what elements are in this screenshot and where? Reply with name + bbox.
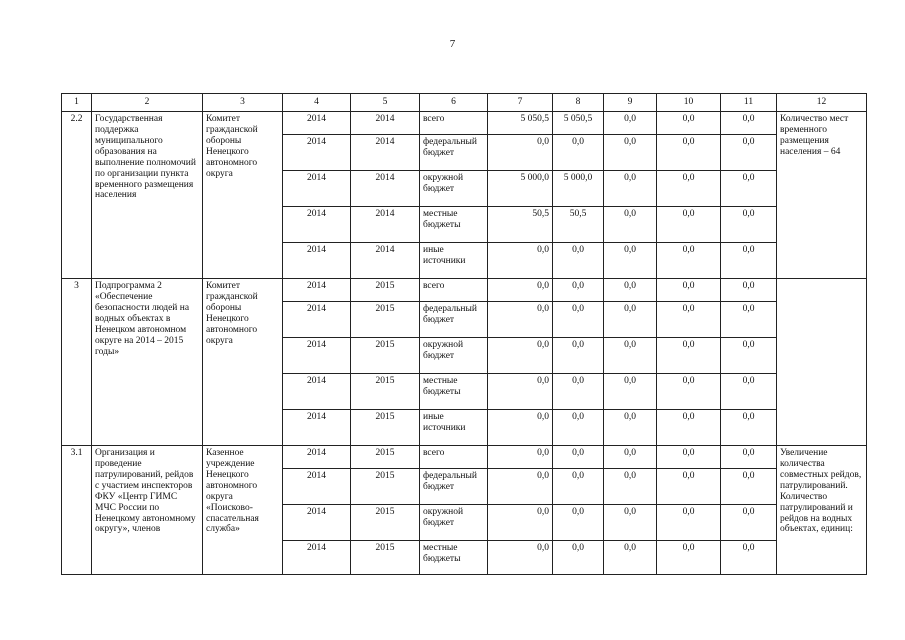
item-executor: Комитет гражданской обороны Ненецкого автономного округа [203,279,283,446]
column-header: 11 [721,94,777,112]
amount-col-8: 5 000,0 [553,171,604,207]
column-header: 1 [62,94,92,112]
amount-total: 0,0 [488,302,553,338]
column-header: 6 [420,94,488,112]
amount-col-10: 0,0 [657,302,721,338]
amount-total: 5 000,0 [488,171,553,207]
amount-total: 0,0 [488,243,553,279]
amount-col-9: 0,0 [604,302,657,338]
amount-col-8: 0,0 [553,410,604,446]
funding-source: иные источники [420,243,488,279]
end-year: 2015 [351,469,420,505]
funding-source: окружной бюджет [420,338,488,374]
table-row [62,446,867,469]
end-year: 2014 [351,135,420,171]
amount-col-9: 0,0 [604,243,657,279]
start-year: 2014 [283,505,351,541]
end-year: 2014 [351,243,420,279]
amount-col-8: 0,0 [553,541,604,575]
start-year: 2014 [283,171,351,207]
amount-col-9: 0,0 [604,112,657,135]
amount-col-10: 0,0 [657,446,721,469]
funding-source: окружной бюджет [420,171,488,207]
amount-total: 0,0 [488,541,553,575]
start-year: 2014 [283,374,351,410]
amount-col-8: 0,0 [553,469,604,505]
amount-total: 0,0 [488,505,553,541]
amount-col-9: 0,0 [604,446,657,469]
column-header: 7 [488,94,553,112]
start-year: 2014 [283,469,351,505]
amount-col-9: 0,0 [604,279,657,302]
amount-col-10: 0,0 [657,410,721,446]
amount-col-9: 0,0 [604,505,657,541]
amount-total: 0,0 [488,279,553,302]
funding-source: федеральный бюджет [420,302,488,338]
amount-col-9: 0,0 [604,135,657,171]
amount-col-11: 0,0 [721,505,777,541]
end-year: 2014 [351,171,420,207]
amount-col-11: 0,0 [721,374,777,410]
table-row [62,112,867,135]
column-header: 2 [92,94,203,112]
funding-source: всего [420,446,488,469]
amount-col-10: 0,0 [657,279,721,302]
column-header: 4 [283,94,351,112]
start-year: 2014 [283,135,351,171]
item-number: 3.1 [62,446,92,575]
amount-col-11: 0,0 [721,243,777,279]
amount-col-11: 0,0 [721,410,777,446]
amount-col-8: 0,0 [553,338,604,374]
start-year: 2014 [283,338,351,374]
end-year: 2015 [351,446,420,469]
amount-col-9: 0,0 [604,374,657,410]
column-header: 9 [604,94,657,112]
end-year: 2015 [351,302,420,338]
start-year: 2014 [283,541,351,575]
amount-col-9: 0,0 [604,171,657,207]
amount-total: 0,0 [488,135,553,171]
amount-total: 0,0 [488,446,553,469]
column-header: 8 [553,94,604,112]
amount-col-8: 0,0 [553,135,604,171]
item-executor: Комитет гражданской обороны Ненецкого автономного округа [203,112,283,279]
amount-col-9: 0,0 [604,410,657,446]
end-year: 2015 [351,541,420,575]
table-row [62,279,867,302]
amount-col-10: 0,0 [657,171,721,207]
amount-col-11: 0,0 [721,446,777,469]
column-header: 5 [351,94,420,112]
amount-col-10: 0,0 [657,541,721,575]
amount-total: 0,0 [488,374,553,410]
item-name: Государственная поддержка муниципального образования на выполнение полномочий по организации пункта временного размещения населения [92,112,203,279]
item-name: Подпрограмма 2 «Обеспечение безопасности людей на водных объектах в Ненецком автономном округе на 2014 – 2015 годы» [92,279,203,446]
column-header: 3 [203,94,283,112]
amount-col-8: 0,0 [553,505,604,541]
amount-col-10: 0,0 [657,374,721,410]
end-year: 2015 [351,374,420,410]
amount-col-10: 0,0 [657,505,721,541]
expected-result: Количество мест временного размещения населения – 64 [777,112,867,279]
start-year: 2014 [283,112,351,135]
amount-col-11: 0,0 [721,541,777,575]
header-row [62,94,867,112]
column-header: 12 [777,94,867,112]
amount-col-11: 0,0 [721,171,777,207]
start-year: 2014 [283,302,351,338]
start-year: 2014 [283,446,351,469]
amount-col-9: 0,0 [604,207,657,243]
end-year: 2015 [351,338,420,374]
amount-col-9: 0,0 [604,541,657,575]
amount-col-10: 0,0 [657,469,721,505]
end-year: 2015 [351,410,420,446]
amount-col-9: 0,0 [604,338,657,374]
end-year: 2015 [351,279,420,302]
amount-col-11: 0,0 [721,135,777,171]
amount-total: 0,0 [488,338,553,374]
amount-total: 0,0 [488,410,553,446]
start-year: 2014 [283,279,351,302]
amount-col-10: 0,0 [657,338,721,374]
amount-col-11: 0,0 [721,302,777,338]
start-year: 2014 [283,243,351,279]
amount-total: 0,0 [488,469,553,505]
amount-col-8: 5 050,5 [553,112,604,135]
end-year: 2014 [351,112,420,135]
amount-col-11: 0,0 [721,207,777,243]
amount-col-10: 0,0 [657,207,721,243]
expected-result: Увеличение количества совместных рейдов, патрулирований. Количество патрулирований и рейдов на водных объектах, единиц: [777,446,867,575]
funding-source: иные источники [420,410,488,446]
amount-col-11: 0,0 [721,338,777,374]
item-executor: Казенное учреждение Ненецкого автономного округа «Поисково-спасательная служба» [203,446,283,575]
column-header: 10 [657,94,721,112]
funding-source: местные бюджеты [420,541,488,575]
amount-col-8: 0,0 [553,302,604,338]
item-number: 3 [62,279,92,446]
table-body [62,112,867,575]
amount-col-10: 0,0 [657,243,721,279]
amount-total: 5 050,5 [488,112,553,135]
funding-source: федеральный бюджет [420,469,488,505]
page-number: 7 [449,38,456,50]
start-year: 2014 [283,410,351,446]
funding-source: окружной бюджет [420,505,488,541]
amount-col-8: 50,5 [553,207,604,243]
start-year: 2014 [283,207,351,243]
funding-source: всего [420,112,488,135]
amount-col-10: 0,0 [657,135,721,171]
funding-source: федеральный бюджет [420,135,488,171]
end-year: 2014 [351,207,420,243]
amount-col-8: 0,0 [553,374,604,410]
funding-source: местные бюджеты [420,207,488,243]
amount-col-9: 0,0 [604,469,657,505]
amount-col-11: 0,0 [721,469,777,505]
item-number: 2.2 [62,112,92,279]
expected-result [777,279,867,446]
amount-col-8: 0,0 [553,243,604,279]
amount-col-8: 0,0 [553,446,604,469]
amount-total: 50,5 [488,207,553,243]
amount-col-11: 0,0 [721,279,777,302]
amount-col-8: 0,0 [553,279,604,302]
amount-col-11: 0,0 [721,112,777,135]
funding-source: местные бюджеты [420,374,488,410]
end-year: 2015 [351,505,420,541]
item-name: Организация и проведение патрулирований, рейдов с участием инспекторов ФКУ «Центр ГИМС МЧС России по Ненецкому автономному округу», членов [92,446,203,575]
funding-source: всего [420,279,488,302]
amount-col-10: 0,0 [657,112,721,135]
program-table [61,93,867,575]
